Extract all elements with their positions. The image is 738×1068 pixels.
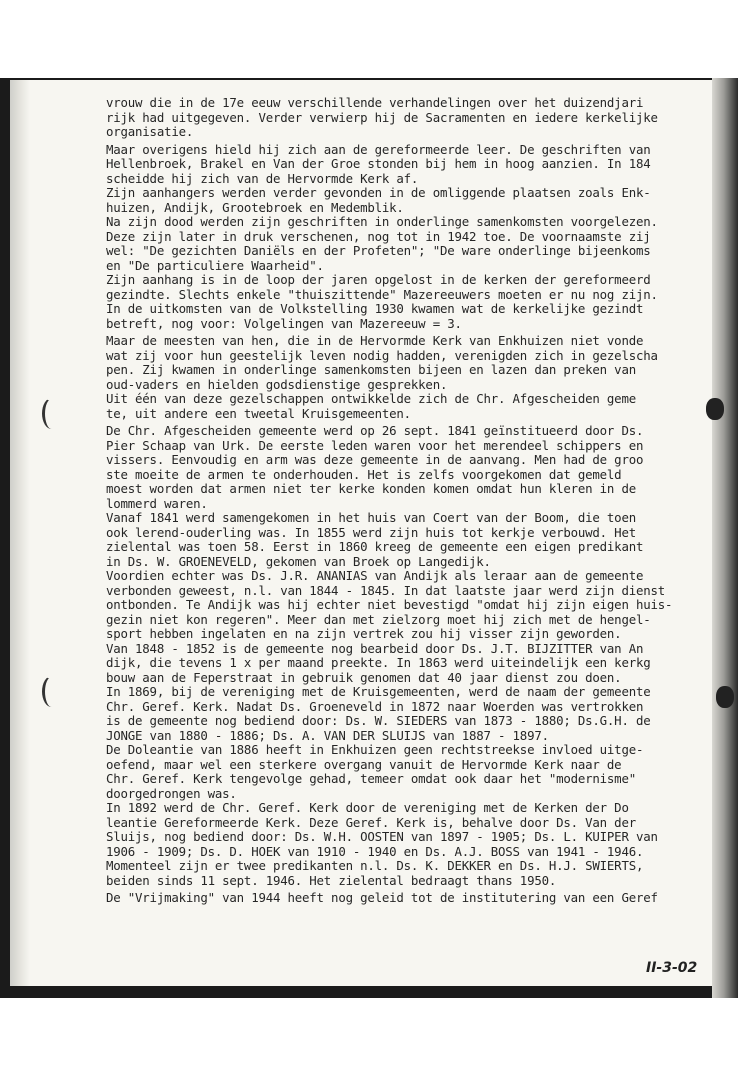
text-line: ste moeite de armen te onderhouden. Het is zelfs voorgekomen dat gemeld bbox=[106, 467, 622, 482]
text-line: leantie Gereformeerde Kerk. Deze Geref. Kerk is, behalve door Ds. Van der bbox=[106, 815, 636, 830]
text-line: dijk, die tevens 1 x per maand preekte. In 1863 werd uiteindelijk een kerkg bbox=[106, 656, 651, 670]
text-line: Na zijn dood werden zijn geschriften in onderlinge samenkomsten voorgelezen. bbox=[106, 215, 658, 229]
text-line: gezin niet kon regeren". Meer dan met zielzorg moet hij zich met de hengel- bbox=[106, 612, 651, 627]
text-line: doorgedrongen was. bbox=[106, 786, 237, 801]
text-line: is de gemeente nog bediend door: Ds. W. SIEDERS van 1873 - 1880; Ds.G.H. de bbox=[106, 714, 651, 728]
text-line: Voordien echter was Ds. J.R. ANANIAS van Andijk als leraar aan de gemeente bbox=[106, 569, 644, 583]
text-line: Pier Schaap van Urk. De eerste leden waren voor het merendeel schippers en bbox=[106, 438, 644, 453]
text-line: Maar overigens hield hij zich aan de gereformeerde leer. De geschriften van bbox=[106, 142, 651, 157]
text-line: lommerd waren. bbox=[106, 496, 208, 511]
punch-hole-icon bbox=[42, 398, 61, 429]
text-line: wat zij voor hun geestelijk leven nodig hadden, verenigden zich in gezelscha bbox=[106, 348, 658, 363]
text-line: Zijn aanhangers werden verder gevonden in de omliggende plaatsen zoals Enk- bbox=[106, 186, 651, 200]
text-line: In 1869, bij de vereniging met de Kruisgemeenten, werd de naam der gemeente bbox=[106, 685, 651, 699]
document-body bbox=[106, 96, 710, 909]
text-line: Zijn aanhang is in de loop der jaren opgelost in de kerken der gereformeerd bbox=[106, 273, 651, 287]
text-line: Hellenbroek, Brakel en Van der Groe stonden bij hem in hoog aanzien. In 184 bbox=[106, 157, 651, 171]
paragraph bbox=[106, 424, 710, 888]
text-line: in Ds. W. GROENEVELD, gekomen van Broek op Langedijk. bbox=[106, 554, 491, 569]
punch-hole-icon bbox=[42, 676, 61, 707]
text-line: De Doleantie van 1886 heeft in Enkhuizen geen rechtstreekse invloed uitge- bbox=[106, 743, 644, 757]
binding-shadow bbox=[10, 80, 30, 986]
text-line: Van 1848 - 1852 is de gemeente nog bearbeid door Ds. J.T. BIJZITTER van An bbox=[106, 641, 644, 656]
text-line: oefend, maar wel een sterkere overgang vanuit de Hervormde Kerk naar de bbox=[106, 757, 622, 772]
text-line: Vanaf 1841 werd samengekomen in het huis van Coert van der Boom, die toen bbox=[106, 511, 636, 525]
text-line: betreft, nog voor: Volgelingen van Mazereeuw = 3. bbox=[106, 316, 462, 331]
text-line: bouw aan de Feperstraat in gebruik genomen dat 40 jaar dienst zou doen. bbox=[106, 670, 622, 685]
text-line: ook lerend-ouderling was. In 1855 werd zijn huis tot kerkje verbouwd. Het bbox=[106, 525, 636, 540]
text-line: vissers. Eenvoudig en arm was deze gemeente in de aanvang. Men had de groo bbox=[106, 453, 644, 467]
text-line: scheidde hij zich van de Hervormde Kerk af. bbox=[106, 171, 419, 186]
text-line: De Chr. Afgescheiden gemeente werd op 26 sept. 1841 geïnstitueerd door Ds. bbox=[106, 424, 644, 438]
text-line: sport hebben ingelaten en na zijn vertrek zou hij visser zijn geworden. bbox=[106, 627, 622, 641]
text-line: vrouw die in de 17e eeuw verschillende verhandelingen over het duizendjari bbox=[106, 96, 644, 110]
text-line: Momenteel zijn er twee predikanten n.l. Ds. K. DEKKER en Ds. H.J. SWIERTS, bbox=[106, 859, 644, 873]
text-line: rijk had uitgegeven. Verder verwierp hij de Sacramenten en iedere kerkelijke bbox=[106, 110, 658, 125]
text-line: wel: "De gezichten Daniëls en der Profeten"; "De ware onderlinge bijeenkoms bbox=[106, 244, 651, 258]
text-line: organisatie. bbox=[106, 125, 194, 139]
text-line: Uit één van deze gezelschappen ontwikkelde zich de Chr. Afgescheiden geme bbox=[106, 392, 636, 406]
text-line: 1906 - 1909; Ds. D. HOEK van 1910 - 1940 en Ds. A.J. BOSS van 1941 - 1946. bbox=[106, 844, 644, 859]
page-edge-shadow bbox=[712, 78, 738, 998]
paragraph bbox=[106, 143, 710, 332]
page-number: II-3-02 bbox=[646, 960, 698, 976]
text-line: Sluijs, nog bediend door: Ds. W.H. OOSTEN van 1897 - 1905; Ds. L. KUIPER van bbox=[106, 830, 658, 844]
text-line: In 1892 werd de Chr. Geref. Kerk door de vereniging met de Kerken der Do bbox=[106, 801, 629, 815]
text-line: verbonden geweest, n.l. van 1844 - 1845. In dat laatste jaar werd zijn dienst bbox=[106, 583, 666, 598]
text-line: huizen, Andijk, Grootebroek en Medemblik. bbox=[106, 200, 404, 215]
text-line: oud-vaders en hielden godsdienstige gesprekken. bbox=[106, 377, 448, 392]
binding-ring-icon bbox=[716, 686, 734, 708]
paragraph bbox=[106, 334, 710, 421]
paragraph bbox=[106, 891, 710, 906]
text-line: ontbonden. Te Andijk was hij echter niet bevestigd "omdat hij zijn eigen huis- bbox=[106, 598, 673, 612]
text-line: pen. Zij kwamen in onderlinge samenkomsten bijeen en lazen dan preken van bbox=[106, 363, 636, 377]
text-line: Maar de meesten van hen, die in de Hervormde Kerk van Enkhuizen niet vonde bbox=[106, 334, 644, 348]
text-line: beiden sinds 11 sept. 1946. Het zielental bedraagt thans 1950. bbox=[106, 873, 557, 888]
text-line: te, uit andere een tweetal Kruisgemeenten. bbox=[106, 406, 411, 421]
text-line: In de uitkomsten van de Volkstelling 1930 kwamen wat de kerkelijke gezindt bbox=[106, 302, 644, 316]
text-line: en "De particuliere Waarheid". bbox=[106, 258, 324, 273]
text-line: Chr. Geref. Kerk. Nadat Ds. Groeneveld in 1872 naar Woerden was vertrokken bbox=[106, 699, 644, 714]
text-line: Deze zijn later in druk verschenen, nog tot in 1942 toe. De voornaamste zij bbox=[106, 229, 651, 244]
text-line: JONGE van 1880 - 1886; Ds. A. VAN DER SLUIJS van 1887 - 1897. bbox=[106, 728, 549, 743]
text-line: moest worden dat armen niet ter kerke konden komen omdat hun kleren in de bbox=[106, 482, 636, 496]
text-line: zielental was toen 58. Eerst in 1860 kreeg de gemeente een eigen predikant bbox=[106, 540, 644, 554]
text-line: Chr. Geref. Kerk tengevolge gehad, temeer omdat ook daar het "modernisme" bbox=[106, 772, 636, 786]
text-line: De "Vrijmaking" van 1944 heeft nog geleid tot de institutering van een Geref bbox=[106, 891, 658, 905]
text-line: gezindte. Slechts enkele "thuiszittende" Mazereeuwers moeten er nu nog zijn. bbox=[106, 287, 658, 302]
paragraph bbox=[106, 96, 710, 140]
